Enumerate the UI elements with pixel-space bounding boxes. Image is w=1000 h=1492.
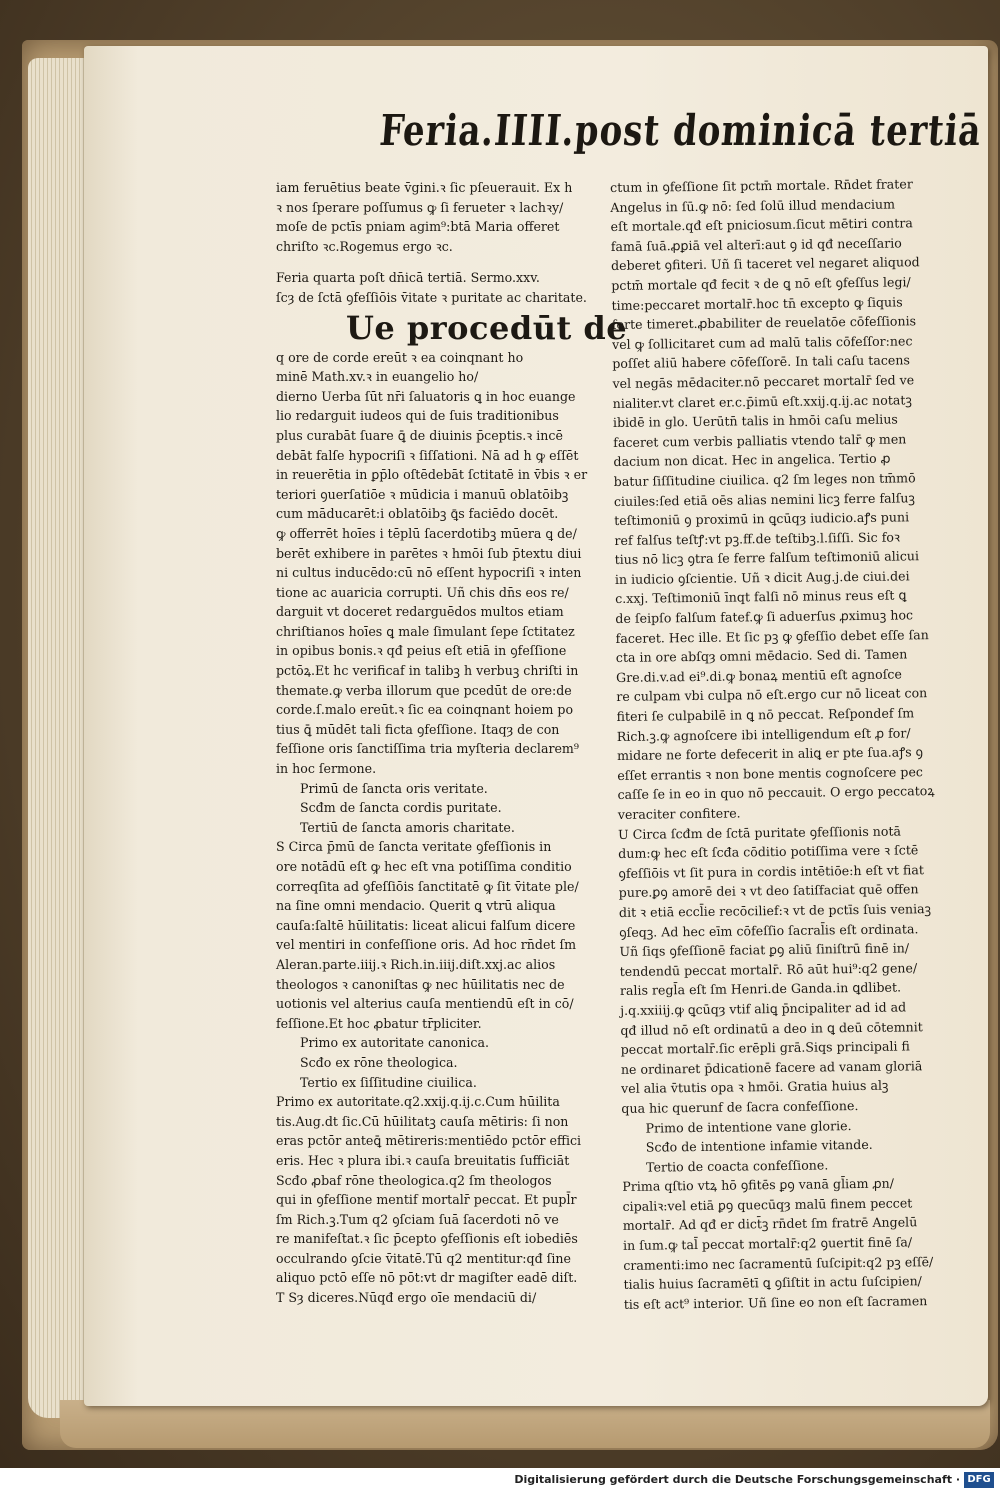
right-paragraph: ctum in ꝯfeſſione ſit pctm̄ mortale. Rn̄det frater Angelus in ſū.ꝙ nō: ſed ſolū illud mendacium eſt mortale.qđ eſt pniciosum.ſicut mētiri contra famā ſuā.ꝓꝑiā vel alterī:aut ꝯ id qđ neceſſario deberet ꝯfiteri. Uñ ſi taceret vel negaret aliquod pctm̄ mortale qđ fecit ꝛ de ꝗ nō eſt ꝯfeſſus legi/ time:peccaret mortalr̄.hoc tn̄ excepto ꝙ ſiquis forte timeret.ꝓbabiliter de reuelatōe cōfeſſionis vel ꝙ ſollicitaret cum ad malū talis cōfeſſor:nec poſſet aliū habere cōfeſſorē. In tali caſu tacens vel negās mēdaciter.nō peccaret mortalr̄ ſed ve nialiter.vt claret er.c.p̄imū eſt.xxij.q.ij.ac notatꝫ ibidē in glo. Uerūtn̄ talis in hmōi caſu melius faceret cum verbis palliatis vtendo talr̄ ꝙ men dacium non dicat. Hec in angelica. Tertio ꝓ batur ſiſſitudine ciuilica. q2 ſm leges non tm̄mō ciuiles:ſed etiā oēs alias nemini licꝫ ferre falſuꝫ teſtimoniū ꝯ proximū in ꝗcūqȝ iudicio.aꝭs puni ref falſus teſtꝭ:vt pꝫ.ff.de teſtibꝫ.l.ſiſſi. Sic foꝛ tius nō licꝫ ꝯtra ſe ferre falſum teſtimoniū alicui in iudicio ꝯſcientie. Uñ ꝛ dicit Aug.j.de ciui.dei c.xxj. Teſtimoniū īnqt falſi nō minus reus eſt ꝗ de ſeipſo falſum fatef.ꝙ ſi aduerſus ꝓximuꝫ hoc faceret. Hec ille. Et ſic pꝫ ꝙ ꝯfeſſio debet eſſe ſan cta in ore abſqȝ omni mēdacio. Sed di. Tamen Gre.di.v.ad ei⁹.di.ꝙ bonaꝝ mentiū eſt agnoſce re culpam vbi culpa nō eſt.ergo cur nō liceat con fiteri ſe culpabilē in ꝗ nō peccat. Reſpondef ſm Rich.ꝫ.ꝙ agnoſcere ibi intelligendum eſt ꝓ for/ midare ne forte defecerit in aliꝗ er pte ſua.aꝭs ꝯ eſſet errantis ꝛ non bone mentis cognoſcere pec caſſe ſe in eo in quo nō peccauit. O ergo peccatoꝝ veraciter confitere. xyxy=(610,176,935,822)
running-head: Feria.IIII.post dominicā tertiā xyxy=(377,106,984,156)
left-paragraph: q ore de corde ereūt ꝛ ea coinqnant ho minē Math.xv.ꝛ in euangelio ho/ dierno Uerba ſūt nr̄i ſaluatoris ꝗ in hoc euange lio redarguit iudeos qui de ſuis traditionibus plus curabāt ſuare ꝗ̄ de diuinis p̄ceptis.ꝛ incē debāt falſe hypocriſi ꝛ ſiſſationi. Nā ad h ꝙ eſſēt in reuerētia in ꝑp̄lo oſtēdebāt ſctitatē in v̄bis ꝛ er teriori ꝯuerſatiōe ꝛ mūdicia i manuū oblatōibꝫ cum māducarēt:i oblatōibꝫ ꝗ̄s faciēdo docēt. ꝙ offerrēt hoīes i tēplū ſacerdotibꝫ mūera ꝗ de/ berēt exhibere in parētes ꝛ hmōi ſub p̄textu diui ni cultus inducēdo:cū nō eſſent hypocriſi ꝛ inten tione ac auaricia corrupti. Uñ chis dn̄s eos re/ darguit vt doceret redarguēdos multos etiam chriſtianos hoīes ꝗ male ſimulant ſepe ſctitatez in opibus bonis.ꝛ qđ peius eſt etiā in ꝯfeſſione pctōꝝ.Et hc verificaf in talibꝫ h verbuꝫ chriſti in themate.ꝙ verba illorum que pcedūt de ore:de corde.ſ.malo ereūt.ꝛ ſic ea coinqnant hoiem po tius ꝗ̄ mūdēt tali ficta ꝯfeſſione. Itaqȝ de con feſſione oris ſanctiſſima tria myſteria declarem⁹ in hoc ſermone. xyxy=(276,349,588,777)
left-paragraph: iam feruētius beate v̄gini.ꝛ ſic pſeuerauit. Ex h ꝛ nos ſperare poſſumus ꝙ ſi ferueter ꝛ lachꝛy/ moſe de pctīs pniam agim⁹:btā Maria offeret chriſto ꝛc.Rogemus ergo ꝛc. xyxy=(276,180,573,254)
list-item: Scđo de intentione infamie vitande. xyxy=(645,1136,873,1155)
right-paragraph: Prima qſtio vtꝝ hō ꝯfitēs ꝑꝯ vanā gl̄iam ꝓn/ cipaliꝛ:vel etiā ꝑꝯ quecūqȝ malū finem peccet mortalr̄. Ad qđ er dict̄ꝫ rn̄det ſm fratrē Angelū in ſum.ꝙ tal̄ peccat mortalr̄:q2 ꝯuertit finē ſa/ cramenti:imo nec ſacramentū ſuſcipit:q2 pꝫ eſſē/ tialis huius ſacramētī ꝗ ꝯſiſtit in actu ſuſcipien/ tis eſt act⁹ interior. Uñ ſine eo non eſt ſacramen xyxy=(622,1175,934,1312)
left-column xyxy=(276,178,628,1308)
list-item: Tertio de coacta confeſſione. xyxy=(645,1157,829,1175)
incipit: Ue procedūt de xyxy=(346,308,628,347)
spacer xyxy=(276,256,598,268)
sermon-heading: Feria quarta poſt dn̄icā tertiā. Sermo.xxv. xyxy=(276,270,540,286)
list-item: Primo ex autoritate canonica. xyxy=(300,1035,489,1051)
list-item: Tertiū de ſancta amoris charitate. xyxy=(300,819,515,835)
sermon-subheading: ſcȝ de ſctā ꝯfeſſiōis v̄itate ꝛ puritate ac charitate. xyxy=(276,289,587,305)
right-paragraph: U Circa ſcđm de ſctā puritate ꝯfeſſionis notā dum:ꝙ hec eſt ſcđa cōditio potiſſima vere ꝛ ſctē ꝯfeſſiōis vt ſit pura in cordis intētiōe:h eſt vt fiat pure.ꝑꝯ amorē dei ꝛ vt deo ſatiſfaciat quē offen dit ꝛ etiā eccl̄ie recōcilief:ꝛ vt de pctīs ſuis veniaꝫ ꝯſeqꝫ. Ad hec eīm cōfeſſio ſacral̄is eſt ordinata. Uñ ſiqs ꝯfeſſionē faciat ꝑꝯ aliū ſiniſtrū finē in/ tendendū peccat mortalr̄. Rō aūt hui⁹:q2 gene/ ralis regl̄a eſt ſm Henri.de Ganda.in ꝗdlibet. j.q.xxiiij.ꝙ ꝗcūqȝ vtif aliꝗ p̄ncipaliter ad id ad qđ illud nō eſt ordinatū a deo in ꝗ deū cōtemnit peccat mortalr̄.ſic erēpli grā.Siqs principali fi ne ordinaret p̄dicationē facere ad vanam gloriā vel alia v̄tutis opa ꝛ hmōi. Gratia huius alꝫ qua hic querunf de ſacra confeſſione. xyxy=(617,823,932,1116)
left-paragraph: S Circa p̄mū de ſancta veritate ꝯfeſſionis in ore notādū eſt ꝙ hec eſt vna potiſſima conditio correqſita ad ꝯfeſſiōis ſanctitatē ꝙ ſit v̄itate ple/ na ſine omni mendacio. Querit ꝗ vtrū aliqua cauſa:ſaltē hūilitatis: liceat alicui falſum dicere vel mentiri in confeſſione oris. Ad hoc rn̄det ſm Aleran.parte.iiij.ꝛ Rich.in.iiij.diſt.xxj.ac alios theologos ꝛ canoniſtas ꝙ nec hūilitatis nec de uotionis vel alterius cauſa mentiendū eſt in cō/ feſſione.Et hoc ꝓbatur tr̄pliciter. xyxy=(276,839,579,1031)
right-column xyxy=(610,174,976,1315)
list-item: Scđo ex rōne theologica. xyxy=(300,1054,458,1070)
list-item: Primo de intentione vane glorie. xyxy=(645,1117,852,1136)
list-item: Scđm de ſancta cordis puritate. xyxy=(300,800,502,816)
list-item: Primū de ſancta oris veritate. xyxy=(300,780,488,796)
list-item: Tertio ex ſiſſitudine ciuilica. xyxy=(300,1074,477,1090)
binding-strip xyxy=(60,1400,990,1448)
left-paragraph: Primo ex autoritate.q2.xxij.q.ij.c.Cum hūilita tis.Aug.dt ſic.Cū hūilitatꝫ cauſa mētiris: ſi non eras pctōr anteꝗ̄ mētireris:mentiēdo pctōr effici eris. Hec ꝛ plura ibi.ꝛ cauſa breuitatis ſufficiāt Scđo ꝓbaf rōne theologica.q2 ſm theologos qui in ꝯfeſſione mentif mortalr̄ peccat. Et pupl̄r ſm Rich.ꝫ.Tum q2 ꝯſciam ſuā ſacerdoti nō ve re manifeſtat.ꝛ ſic p̄cepto ꝯfeſſionis eſt iobediēs occulrando ꝯſcie v̄itatē.Tū q2 mentitur:qđ ſine aliquo pctō eſſe nō pōt:vt dr magiſter eadē diſt. T Sȝ diceres.Nūqđ ergo oīe mendaciū di/ xyxy=(276,1094,582,1306)
footer-bar xyxy=(0,1468,1000,1492)
funding-note: Digitalisierung gefördert durch die Deutsche Forschungsgemeinschaft · xyxy=(514,1473,960,1486)
dfg-logo: DFG xyxy=(964,1472,994,1488)
